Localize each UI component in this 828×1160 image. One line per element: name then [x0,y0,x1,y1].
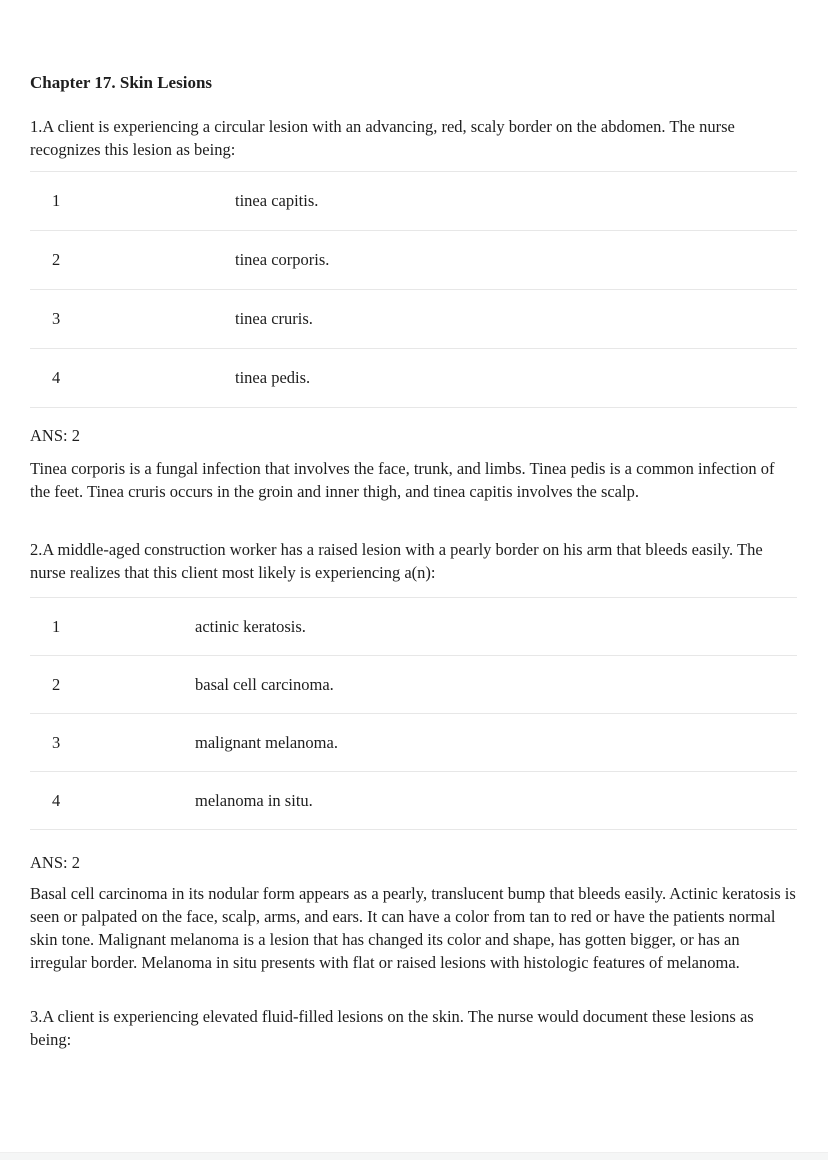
option-number: 4 [52,790,61,810]
option-row [30,290,797,349]
option-number: 2 [52,250,61,269]
question-1-options-table [30,171,797,408]
option-row [30,772,797,830]
option-label: malignant melanoma. [195,732,338,752]
option-label: tinea capitis. [235,191,319,210]
option-label: actinic keratosis. [195,616,306,636]
option-row [30,172,797,231]
option-row [30,349,797,408]
option-row [30,598,797,656]
option-row [30,231,797,290]
option-row [30,656,797,714]
option-number: 2 [52,674,61,694]
question-1-answer: ANS: 2 [30,426,80,445]
question-2-rationale: Basal cell carcinoma in its nodular form appears as a pearly, translucent bump that bleeds easily. Actinic keratosis is seen or palpated on the face, scalp, arms, and ears. It can have a color from tan to red or have the patients normal skin tone. Malignant melanoma is a lesion that has changed its color and shape, has gotten bigger, or has an irregular border. Melanoma in situ presents with flat or raised lesions with histologic features of melanoma. [30,884,796,972]
option-number: 1 [52,191,61,210]
option-label: melanoma in situ. [195,790,313,810]
question-1-rationale: Tinea corporis is a fungal infection that involves the face, trunk, and limbs. Tinea pedis is a common infection of the feet. Tinea cruris occurs in the groin and inner thigh, and tinea capitis involves the scalp. [30,459,775,501]
option-number: 4 [52,368,61,387]
question-2-options-table [30,597,797,830]
page-title: Chapter 17. Skin Lesions [30,73,213,92]
question-1-stem: 1.A client is experiencing a circular lesion with an advancing, red, scaly border on the abdomen. The nurse recognizes this lesion as being: [30,117,735,159]
question-2-answer: ANS: 2 [30,853,80,872]
option-number: 3 [52,732,61,752]
option-label: tinea cruris. [235,309,313,328]
option-label: basal cell carcinoma. [195,674,334,694]
page-bottom-strip [0,1152,828,1160]
question-3-stem: 3.A client is experiencing elevated fluid-filled lesions on the skin. The nurse would document these lesions as being: [30,1007,754,1049]
option-label: tinea pedis. [235,368,311,387]
question-2-stem: 2.A middle-aged construction worker has a raised lesion with a pearly border on his arm that bleeds easily. The nurse realizes that this client most likely is experiencing a(n): [30,540,763,582]
option-number: 1 [52,616,61,636]
option-label: tinea corporis. [235,250,330,269]
option-row [30,714,797,772]
option-number: 3 [52,309,61,328]
